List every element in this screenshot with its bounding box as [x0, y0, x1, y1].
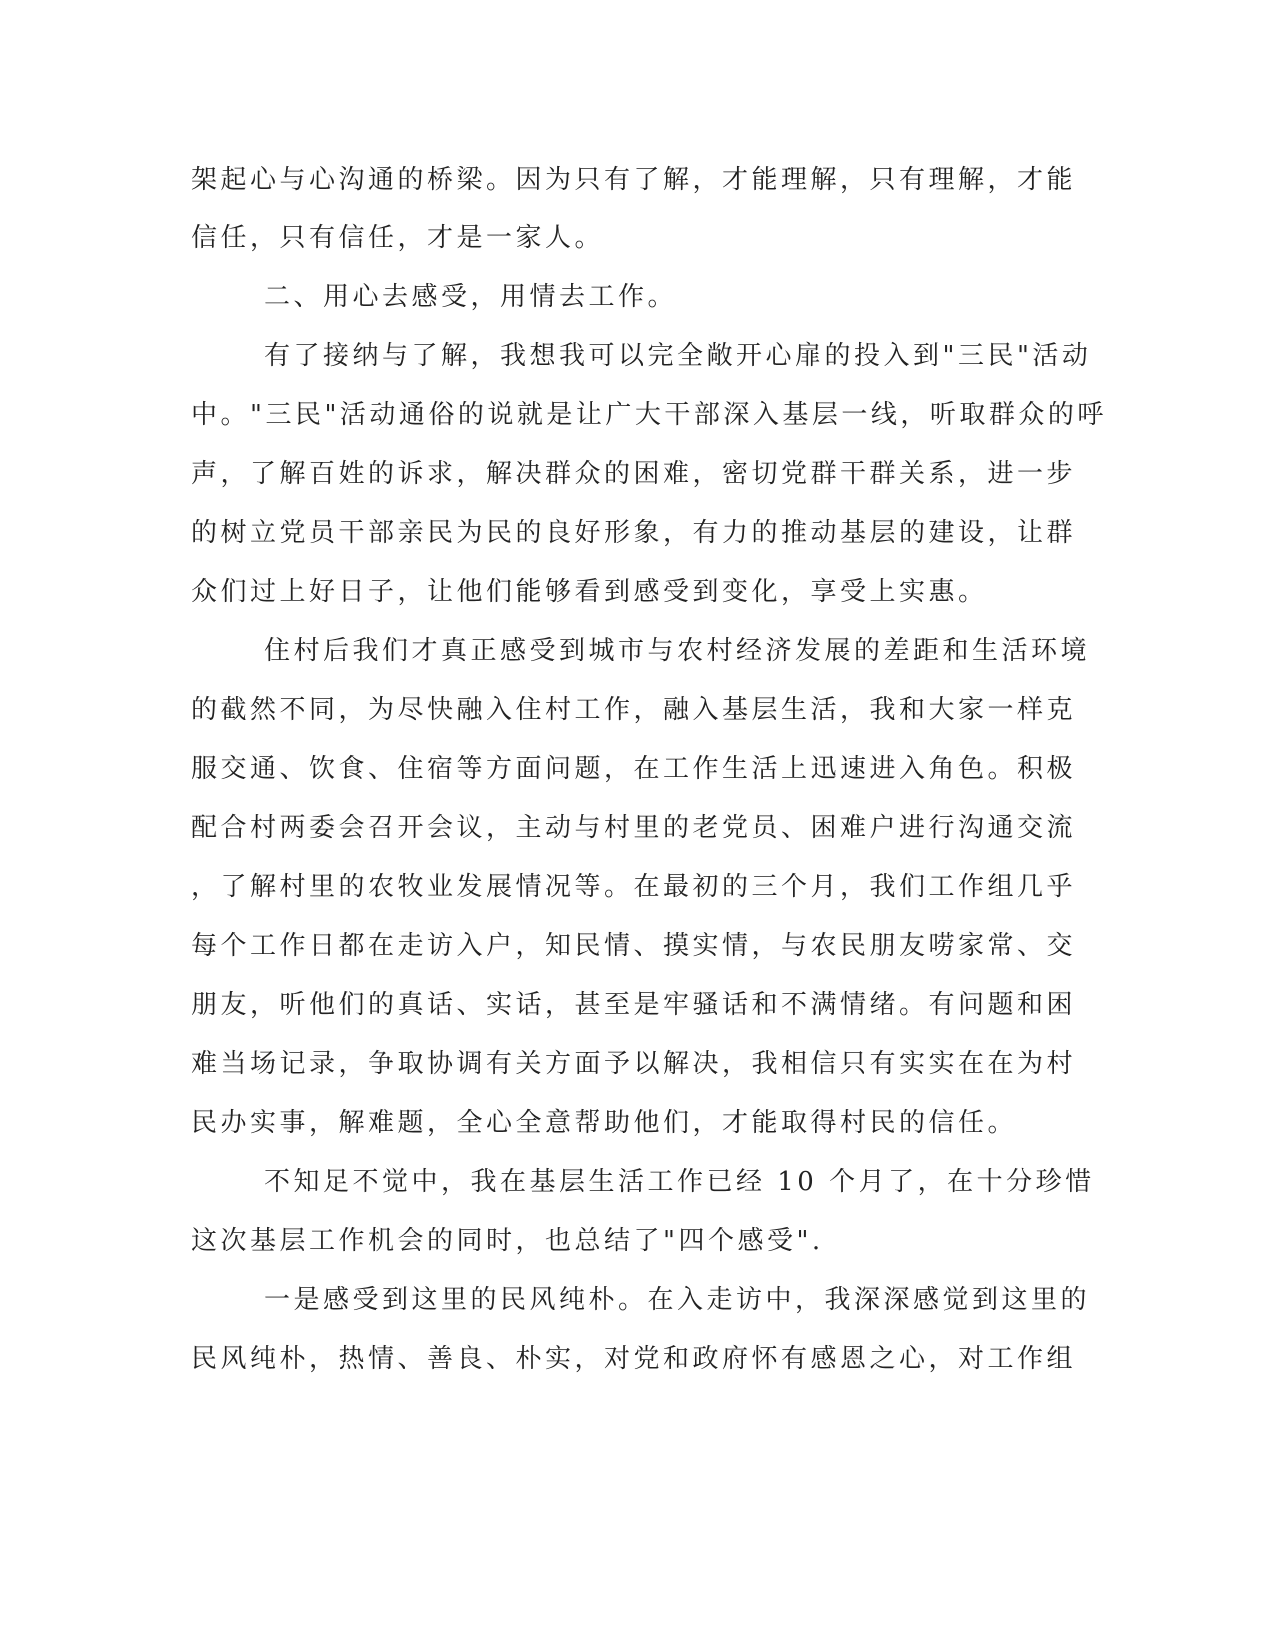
text-line: 民风纯朴，热情、善良、朴实，对党和政府怀有感恩之心，对工作组 [191, 1344, 1077, 1374]
text-line: 中。"三民"活动通俗的说就是让广大干部深入基层一线，听取群众的呼 [191, 400, 1107, 430]
text-line: 一是感受到这里的民风纯朴。在入走访中，我深深感觉到这里的 [264, 1285, 1091, 1315]
text-line: 架起心与心沟通的桥梁。因为只有了解，才能理解，只有理解，才能 [191, 165, 1077, 195]
text-line: 这次基层工作机会的同时，也总结了"四个感受". [191, 1226, 824, 1256]
text-line: 声，了解百姓的诉求，解决群众的困难，密切党群干群关系，进一步 [191, 459, 1077, 489]
text-line: 不知足不觉中，我在基层生活工作已经 10 个月了，在十分珍惜 [264, 1167, 1095, 1197]
text-line: 难当场记录，争取协调有关方面予以解决，我相信只有实实在在为村 [191, 1049, 1077, 1079]
text-line: 服交通、饮食、住宿等方面问题，在工作生活上迅速进入角色。积极 [191, 754, 1077, 784]
text-line: ，了解村里的农牧业发展情况等。在最初的三个月，我们工作组几乎 [191, 872, 1077, 902]
text-line: 众们过上好日子，让他们能够看到感受到变化，享受上实惠。 [191, 577, 988, 607]
text-line: 住村后我们才真正感受到城市与农村经济发展的差距和生活环境 [264, 636, 1091, 666]
text-line: 的截然不同，为尽快融入住村工作，融入基层生活，我和大家一样克 [191, 695, 1077, 725]
text-line: 每个工作日都在走访入户，知民情、摸实情，与农民朋友唠家常、交 [191, 931, 1077, 961]
text-line: 的树立党员干部亲民为民的良好形象，有力的推动基层的建设，让群 [191, 518, 1077, 548]
section-heading: 二、用心去感受，用情去工作。 [264, 282, 678, 312]
text-line: 配合村两委会召开会议，主动与村里的老党员、困难户进行沟通交流 [191, 813, 1077, 843]
text-line: 民办实事，解难题，全心全意帮助他们，才能取得村民的信任。 [191, 1108, 1018, 1138]
text-line: 信任，只有信任，才是一家人。 [191, 223, 605, 253]
text-line: 有了接纳与了解，我想我可以完全敞开心扉的投入到"三民"活动 [264, 341, 1092, 371]
text-line: 朋友，听他们的真话、实话，甚至是牢骚话和不满情绪。有问题和困 [191, 990, 1077, 1020]
